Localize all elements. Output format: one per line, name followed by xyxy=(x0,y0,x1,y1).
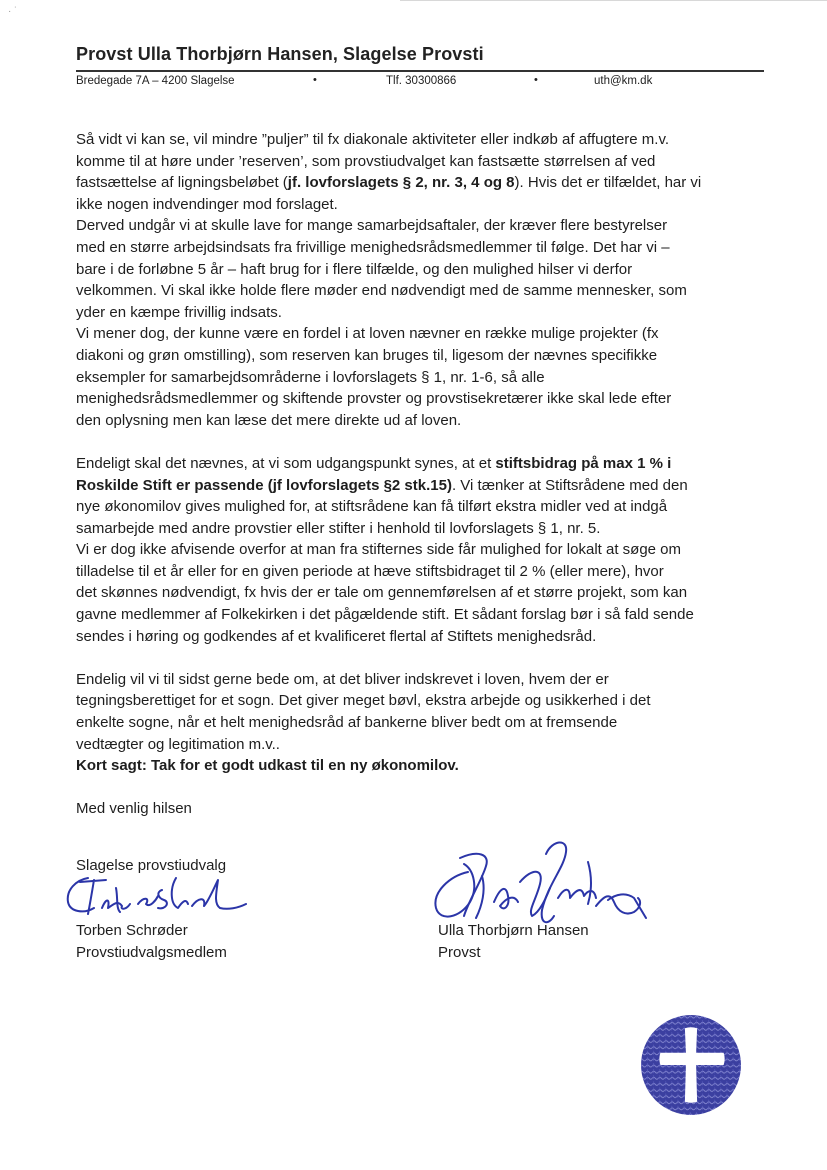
body-line: den oplysning men kan læse det mere direkte ud af loven. xyxy=(76,411,462,429)
body-line: nye økonomilov gives mulighed for, at stiftsrådene kan få tilført ekstra midler ved at indgå xyxy=(76,498,668,516)
letterhead-separator-2: • xyxy=(534,74,538,86)
body-line: fastsættelse af ligningsbeløbet (jf. lovforslagets § 2, nr. 3, 4 og 8). Hvis det er tilfældet, har vi xyxy=(76,174,702,192)
letterhead-phone: Tlf. 30300866 xyxy=(386,75,457,87)
body-line: sendes i høring og godkendes af et kvalificeret flertal af Stiftets menighedsråd. xyxy=(76,627,597,645)
scan-specks: · ˙ xyxy=(8,6,18,17)
body-line: med en større arbejdsindsats fra frivillige menighedsrådsmedlemmer til følge. Det har vi – xyxy=(76,238,670,256)
conclusion-line: Kort sagt: Tak for et godt udkast til en ny økonomilov. xyxy=(76,757,459,775)
body-line: Vi mener dog, der kunne være en fordel i at loven nævner en række mulige projekter (fx xyxy=(76,325,659,343)
body-line: menighedsrådsmedlemmer og skiftende provster og provstisekretærer ikke skal lede efter xyxy=(76,390,672,408)
letterhead-email[interactable]: uth@km.dk xyxy=(594,75,653,87)
letterhead-title: Provst Ulla Thorbjørn Hansen, Slagelse Provsti xyxy=(76,44,484,64)
body-line: enkelte sogne, når et helt menighedsråd af bankerne bliver bedt om at fremsende xyxy=(76,714,618,732)
left-handwritten-signature xyxy=(58,868,258,928)
body-line: Endelig vil vi til sidst gerne bede om, at det bliver indskrevet i loven, hvem der er xyxy=(76,670,609,688)
body-line: bare i de forløbne 5 år – haft brug for i flere tilfælde, og den mulighed hilser vi derfor xyxy=(76,260,633,278)
body-line: gavne medlemmer af Folkekirken i det pågældende stift. Et sådant forslag bør i så fald sende xyxy=(76,606,694,624)
body-line: ikke nogen indvendinger mod forslaget. xyxy=(76,195,338,213)
left-signature-role: Provstiudvalgsmedlem xyxy=(76,944,227,961)
body-line: yder en kæmpe frivillig indsats. xyxy=(76,303,282,321)
body-line: vedtægter og legitimation m.v.. xyxy=(76,735,280,753)
left-signature-name: Torben Schrøder xyxy=(76,922,188,939)
stiftsbidrag-highlight: stiftsbidrag på max 1 % i xyxy=(495,454,672,472)
right-signature-name: Ulla Thorbjørn Hansen xyxy=(438,922,589,939)
body-line: tilladelse til et år eller for en given periode at hæve stiftsbidraget til 2 % (eller mere), hvor xyxy=(76,562,664,580)
body-line: Derved undgår vi at skulle lave for mange samarbejdsaftaler, der kræver flere bestyrelser xyxy=(76,217,668,235)
closing-line: Med venlig hilsen xyxy=(76,800,192,818)
body-line: Vi er dog ikke afvisende overfor at man fra stifternes side får mulighed for lokalt at søge om xyxy=(76,541,682,559)
body-line: tegningsberettiget for et sogn. Det giver meget bøvl, ekstra arbejde og usikkerhed i det xyxy=(76,692,651,710)
body-line: samarbejde med andre provstier eller stifter i henhold til lovforslagets § 1, nr. 5. xyxy=(76,519,601,537)
body-line: det skønnes nødvendigt, fx hvis der er tale om gennemførelsen af et større projekt, som kan xyxy=(76,584,688,602)
right-signature-role: Provst xyxy=(438,944,481,961)
letterhead-separator-1: • xyxy=(313,74,317,86)
left-signature-org: Slagelse provstiudvalg xyxy=(76,857,227,874)
body-line: Så vidt vi kan se, vil mindre ”puljer” til fx diakonale aktiviteter eller indkøb af affugtere m.v. xyxy=(76,131,670,148)
letterhead-rule xyxy=(76,70,764,72)
scan-edge-line xyxy=(400,0,827,1)
letterhead-address: Bredegade 7A – 4200 Slagelse xyxy=(76,75,235,87)
body-line: diakoni og grøn omstilling), som reserven kan bruges til, ligesom der nævnes specifikke xyxy=(76,346,658,364)
cross-emblem-icon xyxy=(640,1014,742,1116)
body-line: Endeligt skal det nævnes, at vi som udgangspunkt synes, at et stiftsbidrag på max 1 % i xyxy=(76,454,672,472)
body-line: eksempler for samarbejdsområderne i lovforslagets § 1, nr. 1-6, så alle xyxy=(76,368,545,386)
stiftsbidrag-highlight-cont: Roskilde Stift er passende (jf lovforslagets §2 stk.15) xyxy=(76,476,452,494)
body-line: Roskilde Stift er passende (jf lovforslagets §2 stk.15). Vi tænker at Stiftsrådene med den xyxy=(76,476,688,494)
law-reference: jf. lovforslagets § 2, nr. 3, 4 og 8 xyxy=(287,174,515,192)
right-handwritten-signature xyxy=(420,832,660,932)
body-line: komme til at høre under ’reserven’, som provstiudvalget kan fastsætte størrelsen af ved xyxy=(76,152,656,170)
letter-body xyxy=(76,129,776,820)
body-line: velkommen. Vi skal ikke holde flere møder end nødvendigt med de samme mennesker, som xyxy=(76,282,687,300)
